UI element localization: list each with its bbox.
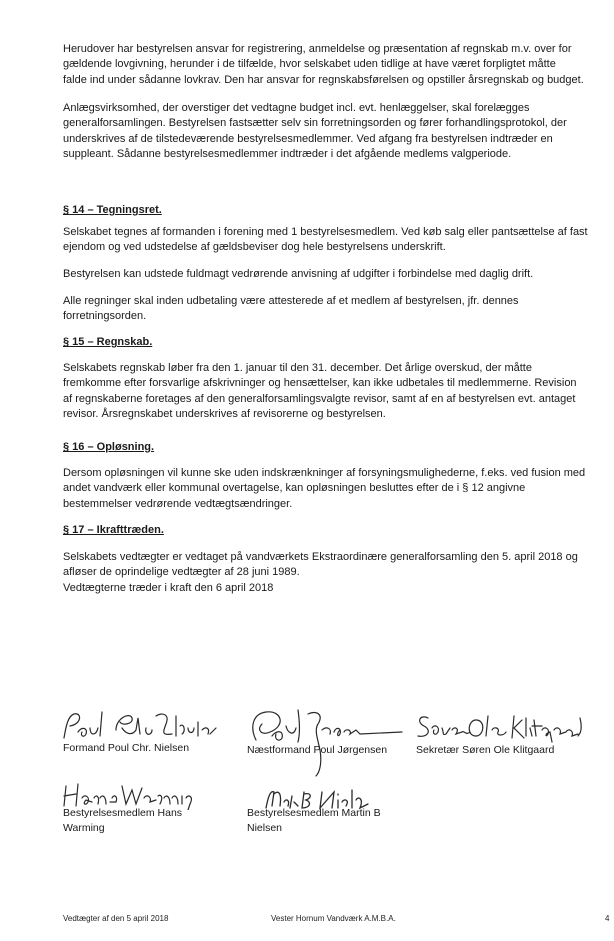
signature-caption-chairman: Formand Poul Chr. Nielsen: [63, 742, 190, 754]
signature-soeren-ole-klitgaard: [414, 710, 590, 744]
paragraph-s15-accounts: Selskabets regnskab løber fra den 1. januar til den 31. december. Det årlige overskud, der måtte fremkomme efter forsvarlige afskrivninger og hensættelser, kan ikke udbetales til medlemmerne. Revision af regnskaberne foretages af den generalforsamlingsvalgte revisor, samt af en af bestyrelsen evt. antaget revisor. Årsregnskabet underskrives af revisorerne og bestyrelsen.: [63, 362, 577, 420]
heading-section-17: § 17 – Ikrafttræden.: [63, 524, 164, 536]
signature-caption-board-member-martin: Bestyrelsesmedlem Martin B Nielsen: [247, 807, 381, 834]
paragraph-s14-proxy: Bestyrelsen kan udstede fuldmagt vedrørende anvisning af udgifter i forbindelse med daglig drift.: [63, 268, 534, 280]
paragraph-s16-dissolution: Dersom opløsningen vil kunne ske uden indskrænkninger af forsyningsmulighederne, f.eks. ved fusion med andet vandværk eller kommunal overtagelse, kan opløsningen besluttes efter de i § 12 angivne bestemmelser vedrørende vedtægtsændringer.: [63, 467, 586, 510]
paragraph-s17-effective: Selskabets vedtægter er vedtaget på vandværkets Ekstraordinære generalforsamling den 5. april 2018 og afløser de oprindelige vedtægter af 28 juni 1989. Vedtægterne træder i kraft den 6 april 2018: [63, 551, 578, 594]
paragraph-s14-signing: Selskabet tegnes af formanden i forening med 1 bestyrelsesmedlem. Ved køb salg eller pantsættelse af fast ejendom og ved udstedelse af gældsbeviser dog hele bestyrelsens underskrift.: [63, 226, 588, 254]
paragraph-investments: Anlægsvirksomhed, der overstiger det vedtagne budget incl. evt. henlæggelser, skal forelægges generalforsamlingen. Bestyrelsen fastsætter selv sin forretningsorden og fører forhandlingsprotokol, der underskrives af de tilstedeværende bestyrelsesmedlemmer. Ved afgang fra bestyrelsen indtræder en suppleant. Sådanne bestyrelsesmedlemmer indtræder i det afgående medlems valgperiode.: [63, 102, 567, 160]
signature-caption-board-member-hans: Bestyrelsesmedlem Hans Warming: [63, 807, 183, 834]
footer-organization: Vester Hornum Vandværk A.M.B.A.: [271, 914, 396, 923]
signature-caption-vice-chairman: Næstformand Poul Jørgensen: [247, 744, 388, 756]
signature-poul-chr-nielsen: [60, 708, 220, 744]
footer-document-date: Vedtægter af den 5 april 2018: [63, 914, 169, 923]
signature-caption-secretary: Sekretær Søren Ole Klitgaard: [416, 744, 555, 756]
heading-section-15: § 15 – Regnskab.: [63, 336, 153, 348]
paragraph-s14-invoices: Alle regninger skal inden udbetaling være attesterede af et medlem af bestyrelsen, jfr. dennes forretningsorden.: [63, 295, 519, 323]
paragraph-board-reporting: Herudover har bestyrelsen ansvar for registrering, anmeldelse og præsentation af regnskab m.v. over for gældende lovgivning, herunder i de tilfælde, hvor selskabet uden tidlige at have været forpligtet måtte falde ind under sådanne lovkrav. Den har ansvar for regnskabsførelsen og opstiller årsregnskab og budget.: [63, 43, 584, 86]
heading-section-16: § 16 – Opløsning.: [63, 441, 155, 453]
footer-page-number: 4: [605, 914, 610, 923]
signature-poul-joergensen: [236, 700, 406, 780]
heading-section-14: § 14 – Tegningsret.: [63, 204, 162, 216]
